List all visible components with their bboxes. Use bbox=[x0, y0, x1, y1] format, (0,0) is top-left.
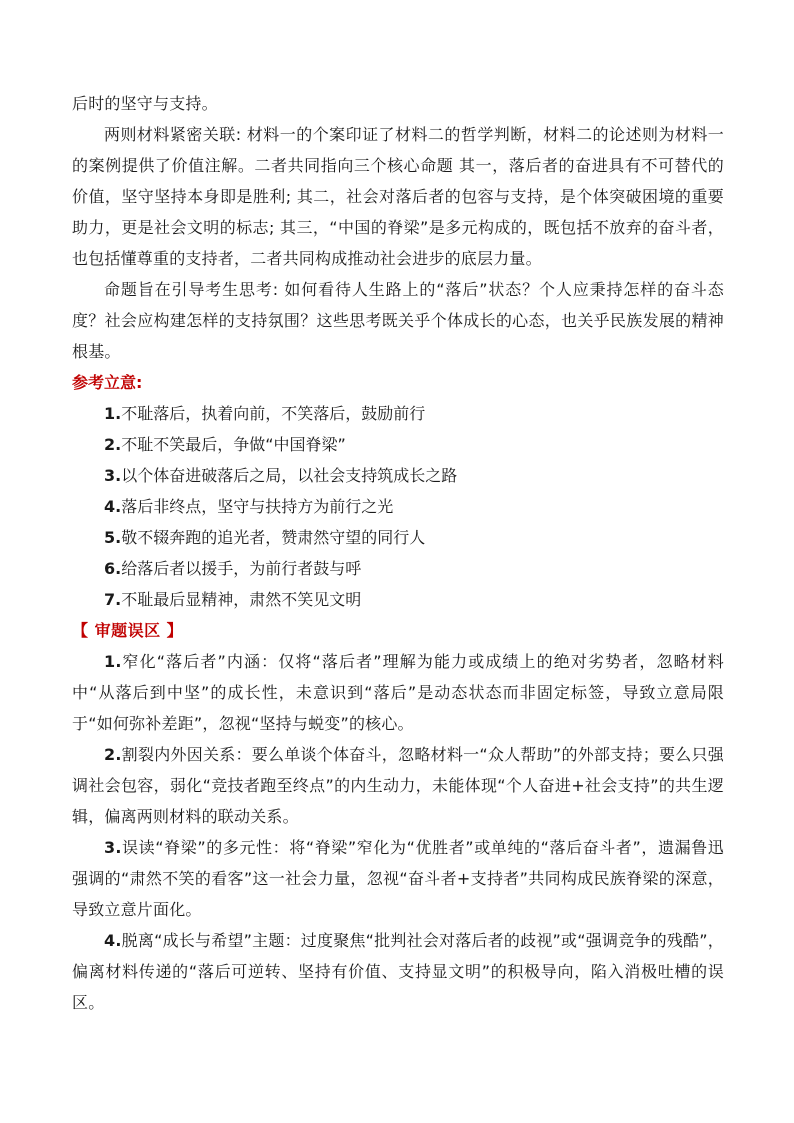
misreading-item-2 bbox=[72, 739, 724, 832]
item-text: 以个体奋进破落后之局，以社会支持筑成长之路 bbox=[121, 466, 458, 485]
item-text: 不耻落后，执着向前，不笑落后，鼓励前行 bbox=[121, 404, 426, 423]
reference-item-2 bbox=[72, 429, 724, 460]
item-text: 敬不辍奔跑的追光者，赞肃然守望的同行人 bbox=[121, 528, 426, 547]
item-number: 1. bbox=[104, 652, 122, 671]
reference-item-5 bbox=[72, 522, 724, 553]
reference-item-7 bbox=[72, 584, 724, 615]
reference-list bbox=[72, 398, 724, 615]
item-number: 2. bbox=[104, 435, 122, 454]
misreading-item-4 bbox=[72, 925, 724, 1018]
item-text: 落后非终点，坚守与扶持方为前行之光 bbox=[121, 497, 394, 516]
item-number: 1. bbox=[104, 404, 122, 423]
item-text: 不耻最后显精神，肃然不笑见文明 bbox=[121, 590, 362, 609]
misreading-list bbox=[72, 646, 724, 1018]
item-text: 割裂内外因关系：要么单谈个体奋斗，忽略材料一“众人帮助”的外部支持；要么只强调社会包容，弱化“竞技者跑至终点”的内生动力，未能体现“个人奋进+社会支持”的共生逻辑，偏离两则材料的联动关系。 bbox=[72, 745, 724, 826]
reference-heading: 参考立意: bbox=[72, 373, 143, 392]
paragraph-0: 后时的坚守与支持。 bbox=[72, 94, 218, 113]
item-number: 5. bbox=[104, 528, 122, 547]
item-text: 给落后者以援手，为前行者鼓与呼 bbox=[121, 559, 362, 578]
misreading-item-3 bbox=[72, 832, 724, 925]
item-number: 6. bbox=[104, 559, 122, 578]
reference-item-3 bbox=[72, 460, 724, 491]
item-text: 脱离“成长与希望”主题：过度聚焦“批判社会对落后者的歧视”或“强调竞争的残酷”，偏离材料传递的“落后可逆转、坚持有价值、支持显文明”的积极导向，陷入消极吐槽的误区。 bbox=[72, 931, 724, 1012]
item-number: 3. bbox=[104, 838, 122, 857]
reference-item-6 bbox=[72, 553, 724, 584]
item-number: 3. bbox=[104, 466, 122, 485]
misreading-item-1 bbox=[72, 646, 724, 739]
paragraph-2: 命题旨在引导考生思考: 如何看待人生路上的“落后”状态？个人应秉持怎样的奋斗态度？社会应构建怎样的支持氛围？这些思考既关乎个体成长的心态，也关乎民族发展的精神根基。 bbox=[72, 280, 724, 361]
item-number: 2. bbox=[104, 745, 122, 764]
item-number: 4. bbox=[104, 931, 122, 950]
item-text: 误读“脊梁”的多元性：将“脊梁”窄化为“优胜者”或单纯的“落后奋斗者”，遗漏鲁迅强调的“肃然不笑的看客”这一社会力量，忽视“奋斗者+支持者”共同构成民族脊梁的深意，导致立意片面化。 bbox=[72, 838, 724, 919]
paragraph-1: 两则材料紧密关联: 材料一的个案印证了材料二的哲学判断，材料二的论述则为材料一的案例提供了价值注解。二者共同指向三个核心命题 其一，落后者的奋进具有不可替代的价值，坚守坚持本身即是胜利; 其二，社会对落后者的包容与支持，是个体突破困境的重要助力，更是社会文明的标志; 其三，“中国的脊梁”是多元构成的，既包括不放弃的奋斗者，也包括懂尊重的支持者，二者共同构成推动社会进步的底层力量。 bbox=[72, 125, 724, 268]
reference-item-4 bbox=[72, 491, 724, 522]
item-text: 不耻不笑最后，争做“中国脊梁” bbox=[121, 435, 346, 454]
item-text: 窄化“落后者”内涵：仅将“落后者”理解为能力或成绩上的绝对劣势者，忽略材料中“从落后到中坚”的成长性，未意识到“落后”是动态状态而非固定标签，导致立意局限于“如何弥补差距”，忽视“坚持与蜕变”的核心。 bbox=[72, 652, 724, 733]
item-number: 7. bbox=[104, 590, 122, 609]
item-number: 4. bbox=[104, 497, 122, 516]
reference-item-1 bbox=[72, 398, 724, 429]
document-page bbox=[72, 88, 724, 1018]
misreading-heading: 【 审题误区 】 bbox=[72, 621, 184, 640]
